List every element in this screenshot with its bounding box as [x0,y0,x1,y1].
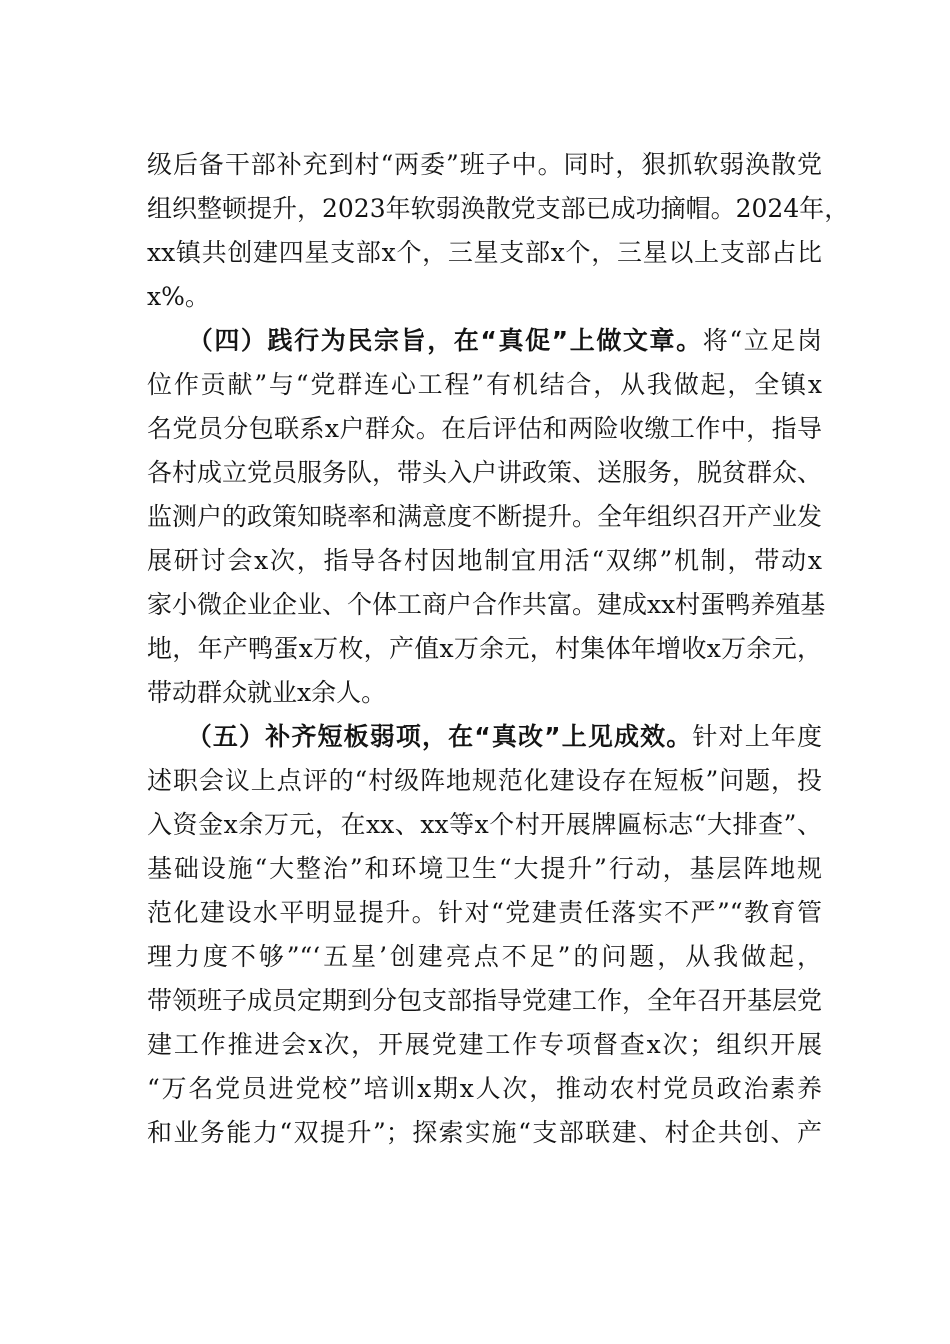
text-line: 展研讨会x次，指导各村因地制宜用活“双绑”机制，带动x [147,546,822,575]
text-line: 级后备干部补充到村“两委”班子中。同时，狠抓软弱涣散党 [147,150,822,179]
text-line: 地，年产鸭蛋x万枚，产值x万余元，村集体年增收x万余元， [147,634,822,663]
text-line: x%。 [147,282,210,311]
text-line: 述职会议上点评的“村级阵地规范化建设存在短板”问题，投 [147,766,822,795]
text-line: 带动群众就业x余人。 [147,678,387,707]
text-line: 家小微企业企业、个体工商户合作共富。建成xx村蛋鸭养殖基 [147,590,826,619]
text-line: 各村成立党员服务队，带头入户讲政策、送服务，脱贫群众、 [147,458,823,487]
text-line: 和业务能力“双提升”；探索实施“支部联建、村企共创、产 [147,1118,822,1147]
section-four-first-line [147,319,822,363]
section-five-lead-text: 针对上年度 [692,722,822,751]
text-line: 组织整顿提升，2023年软弱涣散党支部已成功摘帽。2024年， [147,194,850,223]
text-line: 入资金x余万元，在xx、xx等x个村开展牌匾标志“大排查”、 [147,810,822,839]
text-line: 位作贡献”与“党群连心工程”有机结合，从我做起，全镇x [147,370,822,399]
text-line: xx镇共创建四星支部x个，三星支部x个，三星以上支部占比 [147,238,822,267]
text-line: 名党员分包联系x户群众。在后评估和两险收缴工作中，指导 [147,414,822,443]
section-five-first-line [147,715,822,759]
text-line: 带领班子成员定期到分包支部指导党建工作，全年召开基层党 [147,986,823,1015]
text-line: 监测户的政策知晓率和满意度不断提升。全年组织召开产业发 [147,502,823,531]
section-five-heading: （五）补齐短板弱项，在“真改”上见成效。 [199,722,693,751]
text-line: 范化建设水平明显提升。针对“党建责任落实不严”“教育管 [147,898,822,927]
text-line: 建工作推进会x次，开展党建工作专项督查x次；组织开展 [147,1030,822,1059]
text-line: “万名党员进党校”培训x期x人次，推动农村党员政治素养 [147,1074,822,1103]
section-four-heading: （四）践行为民宗旨，在“真促”上做文章。 [200,326,703,355]
document-body [147,143,850,1155]
text-line: 理力度不够”“‘五星’创建亮点不足”的问题，从我做起， [147,942,822,971]
section-four-lead-text: 将“立足岗 [702,326,822,355]
text-line: 基础设施“大整治”和环境卫生“大提升”行动，基层阵地规 [147,854,822,883]
